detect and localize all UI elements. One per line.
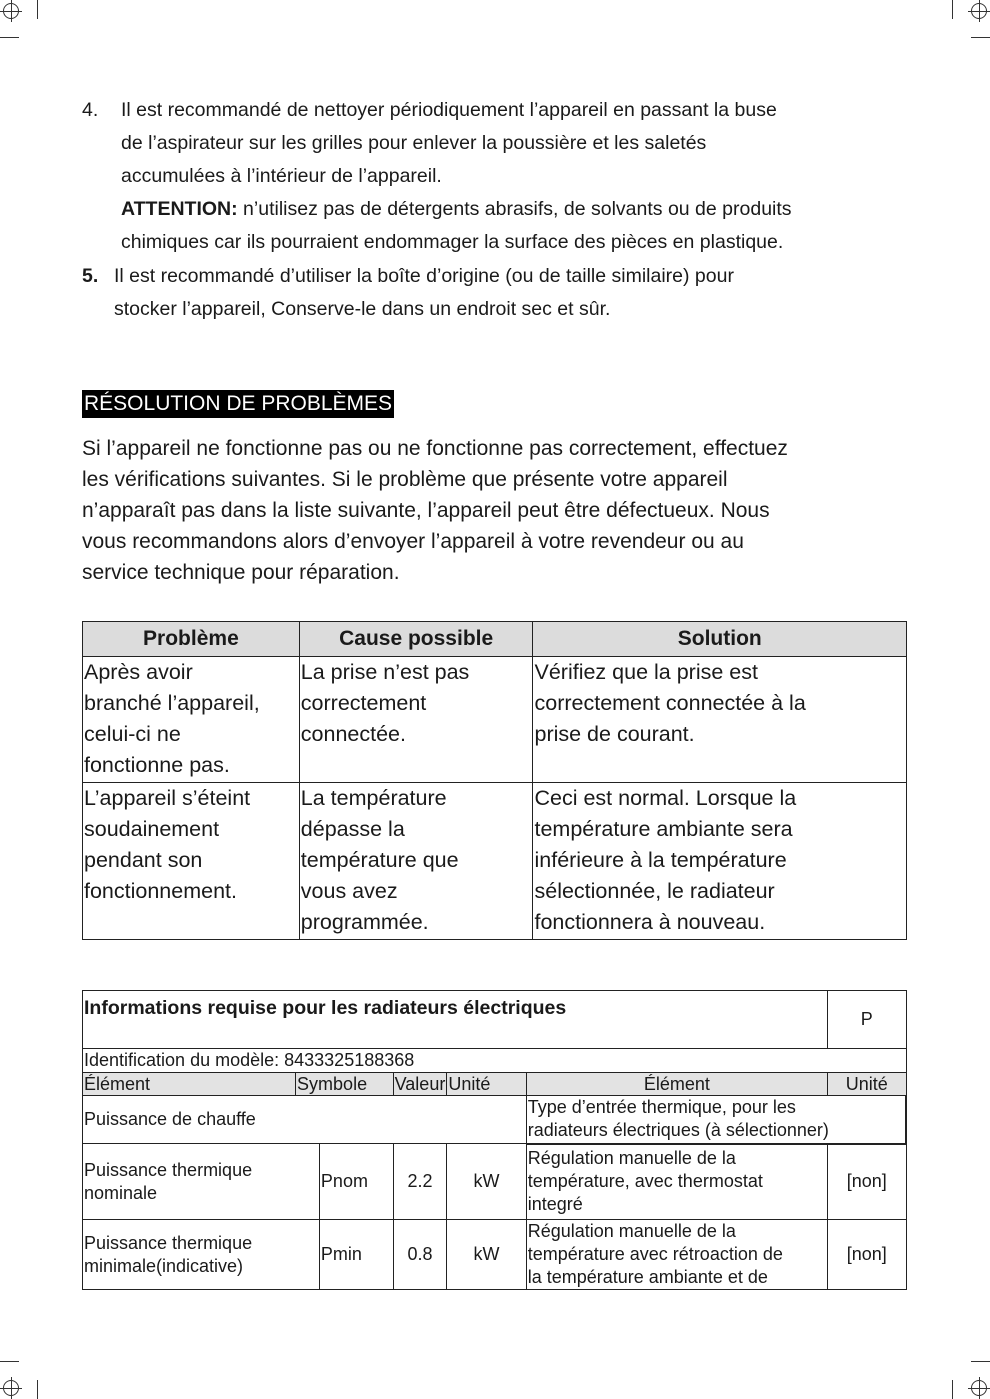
table-row (83, 1220, 907, 1290)
col-header-element-right: Élément (526, 1073, 827, 1096)
heater-info-table (82, 990, 907, 1290)
value-cell: 2.2 (393, 1144, 447, 1220)
cell-line: température, avec thermostat (527, 1171, 763, 1192)
text-line: service technique pour réparation. (82, 561, 400, 584)
cause-cell (299, 783, 533, 940)
cell-line: La température (300, 786, 447, 810)
unit-cell: kW (447, 1220, 526, 1290)
text-line: les vérifications suivantes. Si le problème que présente votre appareil (82, 468, 728, 491)
troubleshooting-intro (82, 433, 788, 588)
cell-line: Régulation manuelle de la (527, 1148, 736, 1169)
cell-line: Ceci est normal. Lorsque la (534, 786, 797, 810)
cell-line: prise de courant. (534, 722, 695, 746)
col-header-unit-right: Unité (828, 1073, 906, 1096)
text-line: stocker l’appareil, Conserve-le dans un endroit sec et sûr. (114, 298, 611, 320)
cell-line: L’appareil s’éteint (84, 786, 251, 810)
text-line: n’apparaît pas dans la liste suivante, l’appareil peut être défectueux. Nous (82, 499, 770, 522)
cell-line: pendant son (84, 848, 203, 872)
text-line: Il est recommandé de nettoyer périodiquement l’appareil en passant la buse (121, 99, 777, 121)
model-row (83, 1049, 907, 1073)
crop-mark-top-right-v (952, 0, 953, 19)
heat-output-row (83, 1096, 907, 1144)
info-title: Informations requise pour les radiateurs électriques (83, 991, 828, 1049)
cell-line: branché l’appareil, (84, 691, 260, 715)
col-header-element: Élément (83, 1073, 296, 1096)
crop-mark-bottom-right-h (971, 1361, 990, 1362)
header-problem: Problème (83, 622, 300, 657)
col-header-unit: Unité (447, 1073, 526, 1096)
element-cell (83, 1220, 320, 1290)
table-row (83, 1144, 907, 1220)
cell-line: Vérifiez que la prise est (534, 660, 758, 684)
unit-cell: kW (447, 1144, 526, 1220)
cell-line: connectée. (300, 722, 406, 746)
cell-line: fonctionne pas. (84, 753, 230, 777)
crop-mark-bottom-left-h (0, 1361, 19, 1362)
header-solution: Solution (533, 622, 907, 657)
cell-line: celui-ci ne (84, 722, 181, 746)
text-line: vous recommandons alors d’envoyer l’appareil à votre revendeur ou au (82, 530, 744, 553)
cell-line: programmée. (300, 910, 429, 934)
cell-line: sélectionnée, le radiateur (534, 879, 775, 903)
table-row (83, 657, 907, 783)
crop-mark-top-left-v (37, 0, 38, 19)
right-element-cell (526, 1144, 827, 1220)
text-line: accumulées à l’intérieur de l’appareil. (121, 165, 442, 187)
heat-input-type (526, 1096, 906, 1144)
cell-line: correctement connectée à la (534, 691, 806, 715)
info-title-right: P (828, 991, 906, 1049)
symbol-cell: Pnom (319, 1144, 393, 1220)
cell-line: la température ambiante et de (527, 1267, 768, 1287)
registration-mark-top-left (3, 3, 19, 19)
right-unit-cell: [non] (828, 1220, 906, 1290)
table-header-row (83, 622, 907, 657)
list-number-4: 4. (82, 99, 99, 121)
cell-line: integré (527, 1194, 583, 1215)
cell-line: minimale(indicative) (84, 1255, 244, 1276)
cell-line: La prise n’est pas (300, 660, 470, 684)
cell-line: Après avoir (84, 660, 193, 684)
attention-text: n’utilisez pas de détergents abrasifs, de solvants ou de produits (237, 198, 792, 220)
text-line: Il est recommandé d’utiliser la boîte d’origine (ou de taille similaire) pour (114, 265, 734, 287)
cell-line: vous avez (300, 879, 398, 903)
cell-line: température avec rétroaction de (527, 1244, 783, 1264)
symbol-cell: Pmin (319, 1220, 393, 1290)
problem-cell (83, 783, 300, 940)
cell-line: dépasse la (300, 817, 405, 841)
crop-mark-bottom-right-v (952, 1380, 953, 1399)
crop-mark-top-right-h (971, 37, 990, 38)
col-header-symbol: Symbole (296, 1073, 394, 1096)
cell-line: Type d’entrée thermique, pour les (527, 1097, 796, 1118)
list-item-5-text (114, 260, 734, 326)
troubleshooting-table (82, 621, 907, 940)
cell-line: fonctionnera à nouveau. (534, 910, 766, 934)
info-header-row (83, 1073, 907, 1096)
registration-mark-top-right (971, 3, 987, 19)
cell-line: nominale (84, 1182, 158, 1203)
element-cell (83, 1144, 320, 1220)
text-line: chimiques car ils pourraient endommager la surface des pièces en plastique. (121, 231, 784, 253)
cell-line: température que (300, 848, 459, 872)
registration-mark-bottom-left (3, 1380, 19, 1396)
info-title-row (83, 991, 907, 1049)
model-identification: Identification du modèle: 8433325188368 (83, 1049, 907, 1073)
list-item-4-text (121, 94, 792, 259)
table-row (83, 783, 907, 940)
cause-cell (299, 657, 533, 783)
cell-line: correctement (300, 691, 427, 715)
problem-cell (83, 657, 300, 783)
section-heading: RÉSOLUTION DE PROBLÈMES (82, 390, 394, 418)
solution-cell (533, 657, 907, 783)
crop-mark-top-left-h (0, 37, 19, 38)
attention-line (121, 193, 792, 226)
header-cause: Cause possible (299, 622, 533, 657)
crop-mark-bottom-left-v (37, 1380, 38, 1399)
cell-line: température ambiante sera (534, 817, 793, 841)
text-line: Si l’appareil ne fonctionne pas ou ne fonctionne pas correctement, effectuez (82, 437, 788, 460)
cell-line: soudainement (84, 817, 220, 841)
cell-line: Régulation manuelle de la (527, 1221, 736, 1241)
cell-line: fonctionnement. (84, 879, 237, 903)
heat-output-label: Puissance de chauffe (83, 1096, 527, 1144)
solution-cell (533, 783, 907, 940)
cell-line: radiateurs électriques (à sélectionner) (527, 1120, 829, 1141)
right-unit-cell: [non] (828, 1144, 906, 1220)
col-header-value: Valeur (394, 1073, 446, 1094)
registration-mark-bottom-right (971, 1380, 987, 1396)
right-element-cell (526, 1220, 827, 1290)
attention-label: ATTENTION: (121, 198, 238, 220)
cell-line: inférieure à la température (534, 848, 787, 872)
text-line: de l’aspirateur sur les grilles pour enlever la poussière et les saletés (121, 132, 707, 154)
list-number-5: 5. (82, 265, 99, 287)
cell-line: Puissance thermique (84, 1159, 253, 1180)
cell-line: Puissance thermique (84, 1232, 253, 1253)
value-cell: 0.8 (393, 1220, 447, 1290)
